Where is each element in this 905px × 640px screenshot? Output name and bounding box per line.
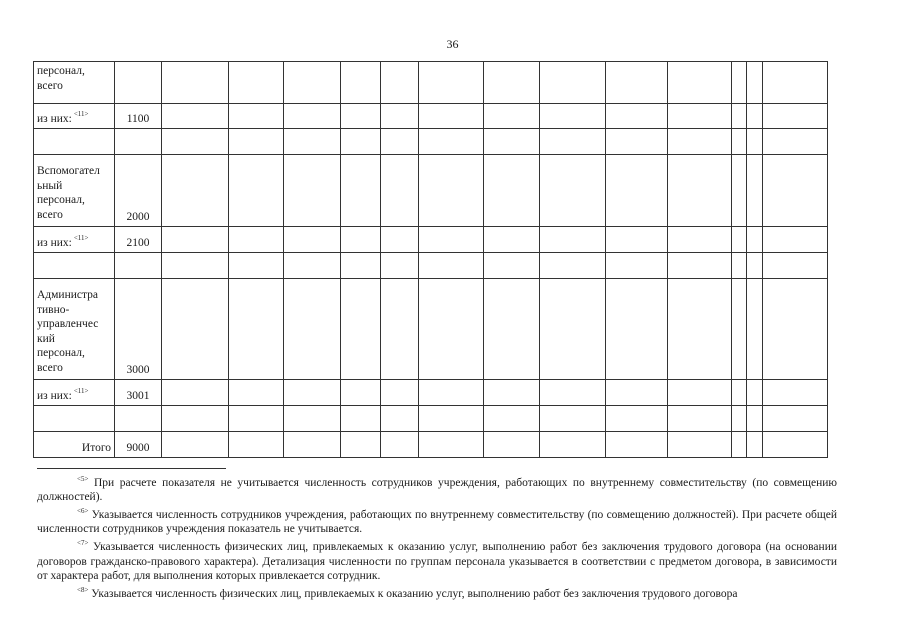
empty-cell — [763, 129, 828, 155]
empty-cell — [606, 155, 668, 227]
empty-cell — [763, 279, 828, 380]
empty-cell — [162, 279, 229, 380]
empty-cell — [341, 253, 381, 279]
empty-cell — [229, 279, 284, 380]
empty-cell — [606, 104, 668, 129]
empty-cell — [419, 279, 484, 380]
empty-cell — [668, 279, 732, 380]
empty-cell — [747, 227, 763, 253]
empty-cell — [540, 406, 606, 432]
empty-cell — [732, 62, 747, 104]
empty-cell — [419, 129, 484, 155]
empty-cell — [747, 406, 763, 432]
empty-cell — [229, 104, 284, 129]
row-label: Администра тивно- управленчес кий персонал, всего — [34, 279, 115, 380]
empty-cell — [540, 279, 606, 380]
empty-cell — [229, 155, 284, 227]
table-row — [34, 62, 828, 104]
row-label: персонал, всего — [34, 62, 115, 104]
empty-cell — [484, 104, 540, 129]
empty-cell — [668, 129, 732, 155]
page-number: 36 — [446, 37, 459, 51]
empty-cell — [763, 380, 828, 406]
empty-cell — [732, 155, 747, 227]
empty-cell — [484, 406, 540, 432]
empty-cell — [606, 227, 668, 253]
empty-cell — [540, 129, 606, 155]
empty-cell — [668, 380, 732, 406]
row-code: 9000 — [115, 432, 162, 458]
empty-cell — [732, 104, 747, 129]
empty-cell — [732, 279, 747, 380]
row-label: из них: $^{<11>}$ — [34, 104, 115, 129]
empty-cell — [484, 155, 540, 227]
empty-cell — [341, 227, 381, 253]
empty-cell — [162, 104, 229, 129]
table-row — [34, 406, 828, 432]
empty-cell — [419, 380, 484, 406]
empty-cell — [341, 104, 381, 129]
footnotes — [37, 472, 837, 601]
row-code: 2000 — [115, 155, 162, 227]
empty-cell — [484, 380, 540, 406]
empty-cell — [419, 253, 484, 279]
empty-cell — [540, 432, 606, 458]
empty-cell — [540, 227, 606, 253]
table-row — [34, 155, 828, 227]
empty-cell — [419, 62, 484, 104]
empty-cell — [381, 279, 419, 380]
row-label — [34, 129, 115, 155]
empty-cell — [668, 155, 732, 227]
empty-cell — [747, 380, 763, 406]
empty-cell — [606, 406, 668, 432]
empty-cell — [747, 279, 763, 380]
row-code: 3001 — [115, 380, 162, 406]
empty-cell — [732, 129, 747, 155]
table-row — [34, 129, 828, 155]
empty-cell — [162, 406, 229, 432]
row-code: 1100 — [115, 104, 162, 129]
empty-cell — [763, 253, 828, 279]
footnote: $^{<7>}$ Указывается численность физических лиц, привлекаемых к оказанию услуг, выполнению работ без заключения трудового договора (на основании договоров гражданско-правового характера). Детализация численности по группам персонала указывается в соответствии с предметом договора, в зависимости от характера работ, для выполнения которых привлекается сотрудник. — [37, 539, 837, 582]
empty-cell — [162, 62, 229, 104]
empty-cell — [341, 380, 381, 406]
row-label — [34, 406, 115, 432]
empty-cell — [341, 279, 381, 380]
empty-cell — [419, 432, 484, 458]
empty-cell — [606, 432, 668, 458]
empty-cell — [668, 432, 732, 458]
empty-cell — [747, 104, 763, 129]
empty-cell — [162, 155, 229, 227]
empty-cell — [763, 432, 828, 458]
empty-cell — [341, 432, 381, 458]
empty-cell — [381, 129, 419, 155]
row-label: из них: $^{<11>}$ — [34, 227, 115, 253]
table-row — [34, 380, 828, 406]
empty-cell — [540, 380, 606, 406]
row-code: 3000 — [115, 279, 162, 380]
empty-cell — [540, 253, 606, 279]
table-row — [34, 279, 828, 380]
empty-cell — [229, 129, 284, 155]
footnote: $^{<8>}$ Указывается численность физических лиц, привлекаемых к оказанию услуг, выполнению работ без заключения трудового договора — [77, 585, 738, 600]
empty-cell — [284, 380, 341, 406]
row-label: Вспомогател ьный персонал, всего — [34, 155, 115, 227]
empty-cell — [540, 104, 606, 129]
empty-cell — [284, 432, 341, 458]
empty-cell — [763, 155, 828, 227]
empty-cell — [284, 227, 341, 253]
table-row — [34, 227, 828, 253]
empty-cell — [284, 406, 341, 432]
table-row — [34, 104, 828, 129]
empty-cell — [341, 62, 381, 104]
empty-cell — [284, 129, 341, 155]
empty-cell — [229, 253, 284, 279]
empty-cell — [763, 62, 828, 104]
empty-cell — [763, 104, 828, 129]
empty-cell — [162, 227, 229, 253]
empty-cell — [381, 406, 419, 432]
empty-cell — [341, 129, 381, 155]
empty-cell — [229, 62, 284, 104]
empty-cell — [419, 155, 484, 227]
empty-cell — [162, 129, 229, 155]
empty-cell — [732, 253, 747, 279]
empty-cell — [419, 227, 484, 253]
row-code — [115, 129, 162, 155]
empty-cell — [229, 432, 284, 458]
empty-cell — [747, 155, 763, 227]
empty-cell — [668, 104, 732, 129]
empty-cell — [763, 227, 828, 253]
row-label: из них: $^{<11>}$ — [34, 380, 115, 406]
table-row — [34, 432, 828, 458]
empty-cell — [419, 104, 484, 129]
empty-cell — [162, 432, 229, 458]
empty-cell — [162, 380, 229, 406]
empty-cell — [747, 432, 763, 458]
empty-cell — [284, 279, 341, 380]
footnote: $^{<5>}$ При расчете показателя не учитывается численность сотрудников учреждения, работающих по внутреннему совместительству (по совмещению должностей). — [37, 475, 838, 504]
row-code — [115, 62, 162, 104]
row-label: Итого — [34, 432, 115, 458]
empty-cell — [747, 253, 763, 279]
row-code — [115, 253, 162, 279]
empty-cell — [606, 380, 668, 406]
empty-cell — [606, 129, 668, 155]
row-label — [34, 253, 115, 279]
empty-cell — [341, 406, 381, 432]
staffing-table — [33, 61, 828, 458]
empty-cell — [381, 380, 419, 406]
empty-cell — [732, 227, 747, 253]
empty-cell — [484, 279, 540, 380]
empty-cell — [606, 253, 668, 279]
empty-cell — [381, 432, 419, 458]
row-code: 2100 — [115, 227, 162, 253]
empty-cell — [381, 62, 419, 104]
empty-cell — [540, 62, 606, 104]
empty-cell — [229, 227, 284, 253]
empty-cell — [668, 62, 732, 104]
empty-cell — [732, 432, 747, 458]
empty-cell — [668, 227, 732, 253]
empty-cell — [668, 406, 732, 432]
empty-cell — [484, 432, 540, 458]
empty-cell — [341, 155, 381, 227]
table-row — [34, 253, 828, 279]
empty-cell — [732, 406, 747, 432]
empty-cell — [381, 104, 419, 129]
empty-cell — [381, 253, 419, 279]
empty-cell — [668, 253, 732, 279]
empty-cell — [484, 62, 540, 104]
empty-cell — [484, 227, 540, 253]
empty-cell — [606, 62, 668, 104]
empty-cell — [484, 129, 540, 155]
empty-cell — [381, 227, 419, 253]
empty-cell — [606, 279, 668, 380]
empty-cell — [747, 129, 763, 155]
empty-cell — [763, 406, 828, 432]
empty-cell — [284, 104, 341, 129]
empty-cell — [747, 62, 763, 104]
row-code — [115, 406, 162, 432]
empty-cell — [162, 253, 229, 279]
empty-cell — [284, 155, 341, 227]
empty-cell — [381, 155, 419, 227]
empty-cell — [732, 380, 747, 406]
empty-cell — [229, 406, 284, 432]
empty-cell — [284, 62, 341, 104]
empty-cell — [419, 406, 484, 432]
empty-cell — [229, 380, 284, 406]
empty-cell — [484, 253, 540, 279]
empty-cell — [284, 253, 341, 279]
footnote-separator — [37, 468, 226, 469]
footnote: $^{<6>}$ Указывается численность сотрудников учреждения, работающих по внутреннему совместительству (по совмещению должностей). При расчете общей численности сотрудников учреждения показатель не учитывается. — [37, 507, 838, 536]
empty-cell — [540, 155, 606, 227]
